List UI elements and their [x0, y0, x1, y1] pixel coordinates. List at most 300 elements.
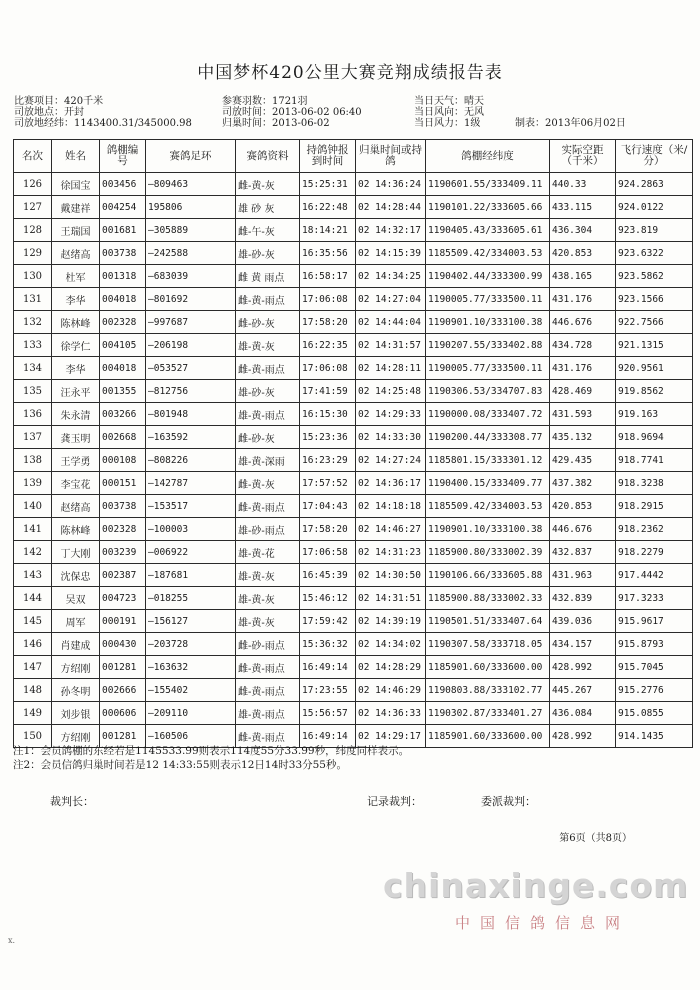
cell-loft-id: 004254: [100, 196, 146, 219]
cell-distance: 435.132: [550, 426, 616, 449]
cell-rank: 132: [14, 311, 52, 334]
cell-distance: 436.304: [550, 219, 616, 242]
cell-coords: 1190101.22/333605.66: [426, 196, 550, 219]
cell-distance: 428.992: [550, 656, 616, 679]
cell-name: 沈保忠: [52, 564, 100, 587]
cell-name: 龚玉明: [52, 426, 100, 449]
judge-signature-label: 裁判长：: [50, 795, 94, 808]
table-row: [14, 403, 693, 426]
cell-return-time: 02 14:29:17: [356, 725, 426, 748]
note-2: 注2：会员信鸽归巢时间若是12 14:33:55则表示12日14时33分55秒。: [13, 759, 347, 771]
cell-return-time: 02 14:39:19: [356, 610, 426, 633]
cell-rank: 149: [14, 702, 52, 725]
cell-name: 李华: [52, 357, 100, 380]
cell-coords: 1190307.58/333718.05: [426, 633, 550, 656]
cell-coords: 1190803.88/333102.77: [426, 679, 550, 702]
cell-distance: 428.992: [550, 725, 616, 748]
cell-distance: 420.853: [550, 242, 616, 265]
cell-coords: 1190501.51/333407.64: [426, 610, 550, 633]
cell-name: 陈林峰: [52, 518, 100, 541]
cell-rank: 129: [14, 242, 52, 265]
cell-loft-id: 000151: [100, 472, 146, 495]
table-row: [14, 610, 693, 633]
cell-name: 周军: [52, 610, 100, 633]
cell-bird-info: 雄-黄-灰: [236, 334, 300, 357]
cell-distance: 438.165: [550, 265, 616, 288]
cell-rank: 145: [14, 610, 52, 633]
cell-rank: 130: [14, 265, 52, 288]
meta-block-1: [14, 96, 192, 129]
cell-clock-time: 17:06:58: [300, 541, 356, 564]
cell-loft-id: 002668: [100, 426, 146, 449]
cell-name: 赵绪高: [52, 242, 100, 265]
table-row: [14, 564, 693, 587]
cell-distance: 432.837: [550, 541, 616, 564]
cell-rank: 141: [14, 518, 52, 541]
cell-distance: 440.33: [550, 173, 616, 196]
meta-wind-force: 当日风力：1级: [414, 118, 481, 129]
header-rank: 名次: [14, 140, 52, 173]
cell-loft-id: 000191: [100, 610, 146, 633]
cell-bird-info: 雄-黄-灰: [236, 564, 300, 587]
cell-return-time: 02 14:15:39: [356, 242, 426, 265]
cell-ring: —155402: [146, 679, 236, 702]
report-title: 中国梦杯420公里大赛竞翔成绩报告表: [197, 63, 503, 83]
cell-return-time: 02 14:34:25: [356, 265, 426, 288]
cell-rank: 142: [14, 541, 52, 564]
cell-return-time: 02 14:44:04: [356, 311, 426, 334]
cell-coords: 1185900.80/333002.39: [426, 541, 550, 564]
cell-rank: 150: [14, 725, 52, 748]
meta-release-coords: 司放地经纬：1143400.31/345000.98: [14, 118, 192, 129]
cell-coords: 1190207.55/333402.88: [426, 334, 550, 357]
meta-return-date: 归巢时间：2013-06-02: [222, 118, 330, 129]
cell-loft-id: 003456: [100, 173, 146, 196]
cell-loft-id: 003239: [100, 541, 146, 564]
cell-speed: 923.819: [616, 219, 693, 242]
meta-made-date: 制表：2013年06月02日: [515, 118, 626, 129]
meta-entries: 参赛羽数：1721羽: [222, 96, 308, 107]
cell-name: 肖建成: [52, 633, 100, 656]
cell-bird-info: 雄 砂 灰: [236, 196, 300, 219]
cell-name: 方绍刚: [52, 725, 100, 748]
cell-distance: 439.036: [550, 610, 616, 633]
cell-return-time: 02 14:29:33: [356, 403, 426, 426]
cell-coords: 1190306.53/334707.83: [426, 380, 550, 403]
table-row: [14, 311, 693, 334]
cell-speed: 920.9561: [616, 357, 693, 380]
cell-clock-time: 16:58:17: [300, 265, 356, 288]
note-1: 注1：会员鸽棚的东经若是1145533.99则表示114度55分33.99秒，纬度同样表示。: [13, 745, 410, 757]
cell-rank: 131: [14, 288, 52, 311]
table-row: [14, 426, 693, 449]
cell-loft-id: 001355: [100, 380, 146, 403]
cell-clock-time: 17:58:20: [300, 518, 356, 541]
cell-clock-time: 15:23:36: [300, 426, 356, 449]
cell-rank: 143: [14, 564, 52, 587]
cell-name: 戴建祥: [52, 196, 100, 219]
cell-loft-id: 001318: [100, 265, 146, 288]
cell-name: 李宝花: [52, 472, 100, 495]
cell-name: 方绍刚: [52, 656, 100, 679]
cell-ring: —206198: [146, 334, 236, 357]
cell-return-time: 02 14:25:48: [356, 380, 426, 403]
cell-clock-time: 16:22:35: [300, 334, 356, 357]
scan-mark: x.: [8, 936, 16, 945]
cell-coords: 1190601.55/333409.11: [426, 173, 550, 196]
cell-speed: 924.2863: [616, 173, 693, 196]
cell-ring: —153517: [146, 495, 236, 518]
cell-coords: 1190005.77/333500.11: [426, 288, 550, 311]
cell-return-time: 02 14:28:29: [356, 656, 426, 679]
cell-bird-info: 雌-黄-雨点: [236, 288, 300, 311]
cell-speed: 917.4442: [616, 564, 693, 587]
cell-ring: —100003: [146, 518, 236, 541]
cell-loft-id: 003266: [100, 403, 146, 426]
cell-clock-time: 17:04:43: [300, 495, 356, 518]
cell-loft-id: 002328: [100, 518, 146, 541]
cell-name: 王学勇: [52, 449, 100, 472]
cell-distance: 446.676: [550, 518, 616, 541]
cell-speed: 918.2915: [616, 495, 693, 518]
table-row: [14, 357, 693, 380]
cell-bird-info: 雌-黄-雨点: [236, 495, 300, 518]
cell-clock-time: 15:36:32: [300, 633, 356, 656]
cell-return-time: 02 14:30:50: [356, 564, 426, 587]
cell-return-time: 02 14:46:27: [356, 518, 426, 541]
cell-loft-id: 004723: [100, 587, 146, 610]
cell-name: 徐学仁: [52, 334, 100, 357]
table-row: [14, 334, 693, 357]
cell-name: 汪永平: [52, 380, 100, 403]
cell-bird-info: 雌-黄-雨点: [236, 357, 300, 380]
cell-speed: 923.5862: [616, 265, 693, 288]
cell-clock-time: 16:23:29: [300, 449, 356, 472]
cell-speed: 918.9694: [616, 426, 693, 449]
cell-bird-info: 雌-砂-灰: [236, 311, 300, 334]
cell-clock-time: 18:14:21: [300, 219, 356, 242]
cell-distance: 428.469: [550, 380, 616, 403]
cell-coords: 1190000.08/333407.72: [426, 403, 550, 426]
cell-distance: 429.435: [550, 449, 616, 472]
table-row: [14, 587, 693, 610]
cell-bird-info: 雄-黄-灰: [236, 587, 300, 610]
cell-clock-time: 16:15:30: [300, 403, 356, 426]
table-row: [14, 219, 693, 242]
cell-clock-time: 15:56:57: [300, 702, 356, 725]
cell-ring: —812756: [146, 380, 236, 403]
cell-bird-info: 雌-砂-雨点: [236, 633, 300, 656]
cell-name: 杜军: [52, 265, 100, 288]
header-clock-time: 持鸽钟报到时间: [300, 140, 356, 173]
meta-weather: 当日天气：晴天: [414, 96, 484, 107]
notes: [13, 744, 409, 772]
cell-loft-id: 000430: [100, 633, 146, 656]
cell-ring: —142787: [146, 472, 236, 495]
cell-bird-info: 雄-黄-雨点: [236, 403, 300, 426]
cell-speed: 918.3238: [616, 472, 693, 495]
watermark-logo: chinaxinge.com: [383, 866, 689, 905]
cell-bird-info: 雌-黄-雨点: [236, 725, 300, 748]
recorder-signature-label: 记录裁判：: [367, 795, 422, 808]
table-row: [14, 242, 693, 265]
cell-name: 丁大刚: [52, 541, 100, 564]
cell-speed: 919.163: [616, 403, 693, 426]
cell-speed: 919.8562: [616, 380, 693, 403]
cell-distance: 434.157: [550, 633, 616, 656]
cell-bird-info: 雌-午-灰: [236, 219, 300, 242]
cell-coords: 1190200.44/333308.77: [426, 426, 550, 449]
cell-rank: 138: [14, 449, 52, 472]
cell-loft-id: 000108: [100, 449, 146, 472]
cell-name: 刘步银: [52, 702, 100, 725]
cell-rank: 135: [14, 380, 52, 403]
cell-return-time: 02 14:36:17: [356, 472, 426, 495]
cell-rank: 137: [14, 426, 52, 449]
table-row: [14, 633, 693, 656]
cell-coords: 1190901.10/333100.38: [426, 518, 550, 541]
cell-bird-info: 雌-黄-雨点: [236, 656, 300, 679]
table-row: [14, 518, 693, 541]
cell-name: 赵绪高: [52, 495, 100, 518]
cell-return-time: 02 14:27:04: [356, 288, 426, 311]
cell-ring: —160506: [146, 725, 236, 748]
cell-coords: 1190901.10/333100.38: [426, 311, 550, 334]
cell-rank: 147: [14, 656, 52, 679]
cell-distance: 437.382: [550, 472, 616, 495]
cell-coords: 1185901.60/333600.00: [426, 725, 550, 748]
header-speed: 飞行速度（米/分）: [616, 140, 693, 173]
cell-speed: 921.1315: [616, 334, 693, 357]
cell-rank: 148: [14, 679, 52, 702]
page-number: 第6页（共8页）: [559, 833, 632, 844]
cell-return-time: 02 14:31:23: [356, 541, 426, 564]
header-ring: 赛鸽足环: [146, 140, 236, 173]
table-row: [14, 472, 693, 495]
cell-clock-time: 17:41:59: [300, 380, 356, 403]
cell-clock-time: 15:46:12: [300, 587, 356, 610]
table-row: [14, 173, 693, 196]
cell-ring: —163632: [146, 656, 236, 679]
cell-loft-id: 003738: [100, 495, 146, 518]
cell-coords: 1185901.60/333600.00: [426, 656, 550, 679]
cell-loft-id: 001681: [100, 219, 146, 242]
cell-coords: 1190106.66/333605.88: [426, 564, 550, 587]
cell-bird-info: 雌-砂-灰: [236, 426, 300, 449]
cell-return-time: 02 14:32:17: [356, 219, 426, 242]
cell-coords: 1185509.42/334003.53: [426, 495, 550, 518]
table-row: [14, 702, 693, 725]
cell-return-time: 02 14:27:24: [356, 449, 426, 472]
cell-clock-time: 16:49:14: [300, 656, 356, 679]
cell-name: 陈林峰: [52, 311, 100, 334]
header-distance: 实际空距（千米）: [550, 140, 616, 173]
cell-ring: —801692: [146, 288, 236, 311]
cell-ring: —163592: [146, 426, 236, 449]
cell-name: 孙冬明: [52, 679, 100, 702]
header-name: 姓名: [52, 140, 100, 173]
cell-name: 吴双: [52, 587, 100, 610]
cell-bird-info: 雌-黄-灰: [236, 173, 300, 196]
cell-speed: 924.0122: [616, 196, 693, 219]
cell-speed: 918.7741: [616, 449, 693, 472]
cell-return-time: 02 14:28:11: [356, 357, 426, 380]
cell-loft-id: 004105: [100, 334, 146, 357]
cell-clock-time: 16:22:48: [300, 196, 356, 219]
cell-distance: 431.176: [550, 357, 616, 380]
cell-return-time: 02 14:34:02: [356, 633, 426, 656]
table-row: [14, 495, 693, 518]
meta-block-2: [222, 96, 362, 129]
cell-clock-time: 16:35:56: [300, 242, 356, 265]
cell-loft-id: 004018: [100, 357, 146, 380]
cell-rank: 146: [14, 633, 52, 656]
cell-loft-id: 002666: [100, 679, 146, 702]
cell-bird-info: 雌 黄 雨点: [236, 265, 300, 288]
meta-block-3: [414, 96, 484, 129]
cell-return-time: 02 14:36:33: [356, 702, 426, 725]
table-row: [14, 449, 693, 472]
cell-ring: —156127: [146, 610, 236, 633]
table-row: [14, 265, 693, 288]
cell-bird-info: 雄-黄-雨点: [236, 702, 300, 725]
cell-distance: 432.839: [550, 587, 616, 610]
cell-bird-info: 雄-砂-雨点: [236, 518, 300, 541]
cell-name: 朱永清: [52, 403, 100, 426]
cell-bird-info: 雄-砂-灰: [236, 380, 300, 403]
cell-clock-time: 17:06:08: [300, 288, 356, 311]
cell-coords: 1185900.88/333002.33: [426, 587, 550, 610]
cell-speed: 922.7566: [616, 311, 693, 334]
cell-ring: —809463: [146, 173, 236, 196]
cell-clock-time: 17:58:20: [300, 311, 356, 334]
results-table: [13, 139, 693, 748]
cell-clock-time: 15:25:31: [300, 173, 356, 196]
cell-name: 王瑞国: [52, 219, 100, 242]
cell-distance: 446.676: [550, 311, 616, 334]
cell-ring: —203728: [146, 633, 236, 656]
cell-speed: 914.1435: [616, 725, 693, 748]
cell-rank: 128: [14, 219, 52, 242]
table-row: [14, 196, 693, 219]
cell-bird-info: 雄-黄-灰: [236, 610, 300, 633]
cell-bird-info: 雌-黄-雨点: [236, 679, 300, 702]
cell-speed: 915.2776: [616, 679, 693, 702]
cell-speed: 915.9617: [616, 610, 693, 633]
dispatcher-signature-label: 委派裁判：: [481, 795, 536, 808]
cell-coords: 1190400.15/333409.77: [426, 472, 550, 495]
cell-clock-time: 17:06:08: [300, 357, 356, 380]
cell-loft-id: 003738: [100, 242, 146, 265]
cell-return-time: 02 14:46:29: [356, 679, 426, 702]
cell-speed: 918.2362: [616, 518, 693, 541]
cell-clock-time: 16:45:39: [300, 564, 356, 587]
cell-rank: 136: [14, 403, 52, 426]
cell-bird-info: 雌-黄-灰: [236, 472, 300, 495]
cell-rank: 134: [14, 357, 52, 380]
cell-clock-time: 17:23:55: [300, 679, 356, 702]
header-loft-id: 鸽棚编号: [100, 140, 146, 173]
table-row: [14, 541, 693, 564]
cell-return-time: 02 14:31:51: [356, 587, 426, 610]
cell-coords: 1185801.15/333301.12: [426, 449, 550, 472]
cell-rank: 144: [14, 587, 52, 610]
table-row: [14, 288, 693, 311]
cell-ring: —242588: [146, 242, 236, 265]
header-return-time: 归巢时间或持鸽: [356, 140, 426, 173]
cell-ring: —808226: [146, 449, 236, 472]
table-row: [14, 656, 693, 679]
cell-speed: 915.0855: [616, 702, 693, 725]
cell-bird-info: 雄-黄-花: [236, 541, 300, 564]
cell-speed: 915.7045: [616, 656, 693, 679]
cell-name: 徐国宝: [52, 173, 100, 196]
cell-ring: —209110: [146, 702, 236, 725]
cell-ring: —006922: [146, 541, 236, 564]
cell-rank: 126: [14, 173, 52, 196]
cell-loft-id: 000606: [100, 702, 146, 725]
cell-rank: 140: [14, 495, 52, 518]
cell-rank: 127: [14, 196, 52, 219]
meta-event: 比赛项目：420千米: [14, 96, 104, 107]
cell-distance: 420.853: [550, 495, 616, 518]
cell-distance: 433.115: [550, 196, 616, 219]
cell-ring: 195806: [146, 196, 236, 219]
cell-loft-id: 002328: [100, 311, 146, 334]
cell-bird-info: 雄-黄-深雨: [236, 449, 300, 472]
header-bird-info: 赛鸽资料: [236, 140, 300, 173]
cell-bird-info: 雄-砂-灰: [236, 242, 300, 265]
cell-return-time: 02 14:31:57: [356, 334, 426, 357]
table-row: [14, 380, 693, 403]
cell-ring: —305889: [146, 219, 236, 242]
cell-rank: 139: [14, 472, 52, 495]
cell-return-time: 02 14:28:44: [356, 196, 426, 219]
cell-coords: 1185509.42/334003.53: [426, 242, 550, 265]
table-header-row: [14, 140, 693, 173]
cell-speed: 918.2279: [616, 541, 693, 564]
cell-ring: —053527: [146, 357, 236, 380]
cell-loft-id: 001281: [100, 725, 146, 748]
cell-distance: 431.593: [550, 403, 616, 426]
cell-clock-time: 16:49:14: [300, 725, 356, 748]
watermark-subtitle: 中国信鸽信息网: [455, 914, 631, 932]
cell-loft-id: 001281: [100, 656, 146, 679]
cell-ring: —683039: [146, 265, 236, 288]
cell-ring: —997687: [146, 311, 236, 334]
cell-speed: 923.1566: [616, 288, 693, 311]
cell-ring: —187681: [146, 564, 236, 587]
cell-distance: 431.963: [550, 564, 616, 587]
meta-release-time: 司放时间：2013-06-02 06:40: [222, 107, 362, 118]
table-row: [14, 679, 693, 702]
cell-coords: 1190302.87/333401.27: [426, 702, 550, 725]
cell-return-time: 02 14:18:18: [356, 495, 426, 518]
cell-speed: 917.3233: [616, 587, 693, 610]
cell-return-time: 02 14:36:24: [356, 173, 426, 196]
cell-coords: 1190405.43/333605.61: [426, 219, 550, 242]
cell-distance: 434.728: [550, 334, 616, 357]
cell-speed: 915.8793: [616, 633, 693, 656]
meta-wind-direction: 当日风向：无风: [414, 107, 484, 118]
cell-loft-id: 002387: [100, 564, 146, 587]
cell-ring: —801948: [146, 403, 236, 426]
cell-coords: 1190005.77/333500.11: [426, 357, 550, 380]
cell-clock-time: 17:57:52: [300, 472, 356, 495]
cell-return-time: 02 14:33:30: [356, 426, 426, 449]
meta-release-place: 司放地点：开封: [14, 107, 84, 118]
cell-rank: 133: [14, 334, 52, 357]
